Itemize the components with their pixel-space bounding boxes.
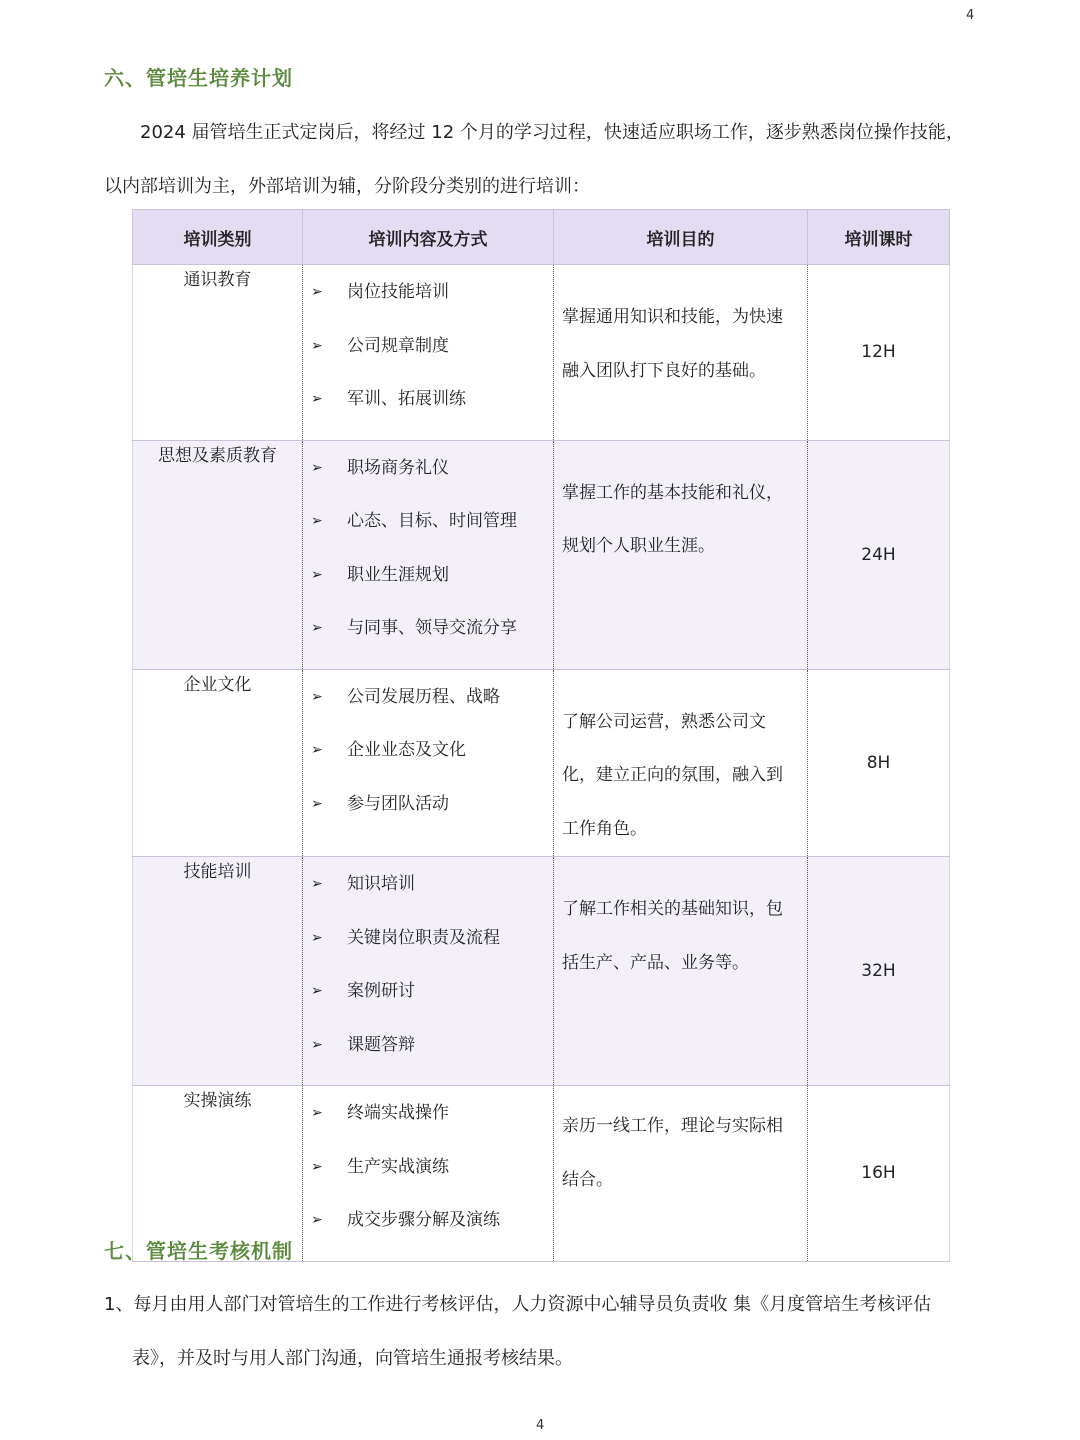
list-item: ➢ 公司发展历程、战略: [303, 684, 553, 738]
goal-cell: 掌握通用知识和技能，为快速融入团队打下良好的基础。: [554, 265, 808, 441]
list-item: ➢ 军训、拓展训练: [303, 386, 553, 440]
arrow-bullet-icon: ➢: [311, 1036, 323, 1053]
content-cell: [303, 440, 554, 669]
list-item: ➢ 关键岗位职责及流程: [303, 925, 553, 979]
list-item: ➢ 生产实战演练: [303, 1154, 553, 1208]
section-6-title: 六、管培生培养计划: [104, 66, 293, 90]
arrow-bullet-icon: ➢: [311, 620, 323, 636]
assessment-item-1-line-1: 1、每月由用人部门对管培生的工作进行考核评估，人力资源中心辅导员负责收 集《月度管培生考核评估: [104, 1294, 932, 1315]
table-row: [133, 669, 950, 857]
list-item: ➢ 参与团队活动: [303, 791, 553, 845]
training-plan-table: [132, 209, 950, 1262]
category-cell: 企业文化: [133, 669, 303, 857]
arrow-bullet-icon: ➢: [311, 688, 323, 705]
assessment-item-1-line-2: 表》，并及时与用人部门沟通，向管培生通报考核结果。: [132, 1348, 573, 1369]
arrow-bullet-icon: ➢: [311, 876, 323, 892]
list-item: ➢ 公司规章制度: [303, 333, 553, 387]
list-item: ➢ 知识培训: [303, 871, 553, 925]
header-category: 培训类别: [133, 210, 303, 265]
content-cell: [303, 857, 554, 1086]
page-number-top: 4: [966, 8, 975, 23]
category-cell: 技能培训: [133, 857, 303, 1086]
page-number-bottom: 4: [536, 1418, 545, 1433]
hours-cell: 16H: [808, 1086, 950, 1262]
arrow-bullet-icon: ➢: [311, 795, 323, 812]
arrow-bullet-icon: ➢: [311, 1212, 323, 1228]
list-item: ➢ 岗位技能培训: [303, 279, 553, 333]
header-goal: 培训目的: [554, 210, 808, 265]
hours-cell: 24H: [808, 440, 950, 669]
list-item: ➢ 终端实战操作: [303, 1100, 553, 1154]
content-cell: [303, 669, 554, 857]
content-cell: [303, 1086, 554, 1262]
intro-paragraph-line-1: 2024 届管培生正式定岗后，将经过 12 个月的学习过程，快速适应职场工作，逐步熟悉岗位操作技能，: [140, 122, 964, 143]
arrow-bullet-icon: ➢: [311, 566, 323, 583]
list-item: ➢ 企业业态及文化: [303, 737, 553, 791]
intro-paragraph-line-2: 以内部培训为主，外部培训为辅，分阶段分类别的进行培训：: [104, 176, 590, 197]
content-cell: [303, 265, 554, 441]
arrow-bullet-icon: ➢: [311, 284, 323, 300]
goal-cell: 亲历一线工作，理论与实际相结合。: [554, 1086, 808, 1262]
table-header-row: [133, 210, 950, 265]
list-item: ➢ 成交步骤分解及演练: [303, 1207, 553, 1261]
goal-cell: 掌握工作的基本技能和礼仪，规划个人职业生涯。: [554, 440, 808, 669]
category-cell: 实操演练: [133, 1086, 303, 1262]
section-7-title: 七、管培生考核机制: [104, 1239, 293, 1263]
goal-cell: 了解公司运营，熟悉公司文化，建立正向的氛围，融入到工作角色。: [554, 669, 808, 857]
arrow-bullet-icon: ➢: [311, 1158, 323, 1175]
arrow-bullet-icon: ➢: [311, 337, 323, 354]
table-row: [133, 857, 950, 1086]
list-item: ➢ 职场商务礼仪: [303, 455, 553, 509]
list-item: ➢ 职业生涯规划: [303, 562, 553, 616]
arrow-bullet-icon: ➢: [311, 929, 323, 946]
hours-cell: 12H: [808, 265, 950, 441]
list-item: ➢ 课题答辩: [303, 1032, 553, 1086]
table-row: [133, 265, 950, 441]
arrow-bullet-icon: ➢: [311, 983, 323, 999]
table-row: [133, 440, 950, 669]
list-item: ➢ 与同事、领导交流分享: [303, 615, 553, 669]
hours-cell: 8H: [808, 669, 950, 857]
header-hours: 培训课时: [808, 210, 950, 265]
goal-cell: 了解工作相关的基础知识，包括生产、产品、业务等。: [554, 857, 808, 1086]
category-cell: 通识教育: [133, 265, 303, 441]
arrow-bullet-icon: ➢: [311, 459, 323, 476]
hours-cell: 32H: [808, 857, 950, 1086]
arrow-bullet-icon: ➢: [311, 742, 323, 758]
arrow-bullet-icon: ➢: [311, 391, 323, 407]
arrow-bullet-icon: ➢: [311, 513, 323, 529]
arrow-bullet-icon: ➢: [311, 1105, 323, 1121]
category-cell: 思想及素质教育: [133, 440, 303, 669]
list-item: ➢ 心态、目标、时间管理: [303, 508, 553, 562]
list-item: ➢ 案例研讨: [303, 978, 553, 1032]
header-content: 培训内容及方式: [303, 210, 554, 265]
